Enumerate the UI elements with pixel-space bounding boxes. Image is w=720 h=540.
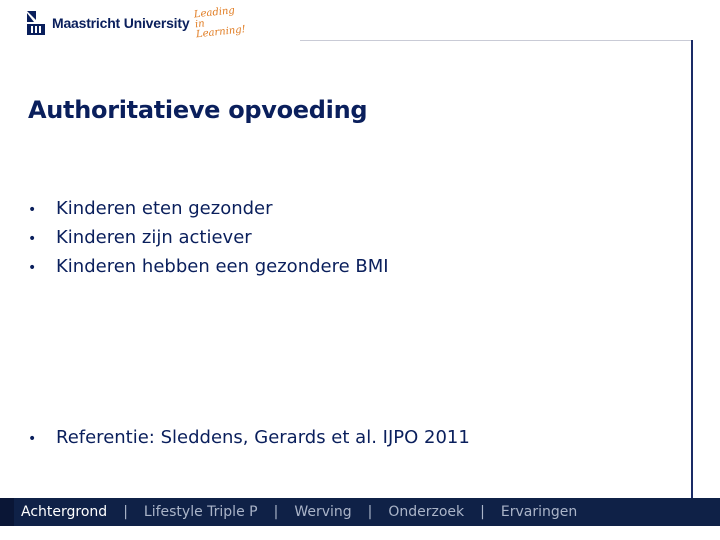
slide-title: Authoritatieve opvoeding [28,96,368,124]
nav-separator: | [480,504,485,520]
bullet-item [28,253,389,282]
footer-nav-bar [0,498,720,526]
footer-edge [0,498,14,526]
bullet-item [28,195,389,224]
bullet-icon: • [28,231,37,247]
bullet-item [28,224,389,253]
tagline-line-2: in Learning! [194,18,247,41]
footer-nav [21,504,577,520]
nav-item-onderzoek[interactable]: Onderzoek [388,504,465,520]
reference-text: Referentie: Sleddens, Gerards et al. IJPO 2011 [56,427,470,448]
bullet-text: Kinderen zijn actiever [56,227,252,248]
bullet-list [28,195,389,282]
nav-item-werving[interactable]: Werving [294,504,352,520]
bullet-text: Kinderen eten gezonder [56,198,273,219]
nav-separator: | [123,504,128,520]
nav-item-ervaringen[interactable]: Ervaringen [500,504,578,520]
brand-name: Maastricht University [52,15,190,31]
frame-right-line [691,40,693,526]
nav-separator: | [273,504,279,520]
reference-item [28,424,470,453]
bullet-icon: • [28,202,37,218]
tagline-line-1: Leading [193,5,236,21]
brand-tagline [193,5,247,41]
university-logo [26,5,247,41]
nav-separator: | [367,504,373,520]
bullet-icon: • [28,431,37,447]
bullet-icon: • [28,260,37,276]
nav-item-achtergrond[interactable]: Achtergrond [21,504,108,520]
bullet-text: Kinderen hebben een gezondere BMI [56,256,389,277]
um-logo-icon [26,10,46,36]
frame-top-line [300,40,692,41]
nav-item-lifestyle-triple-p[interactable]: Lifestyle Triple P [143,504,258,520]
reference-list [28,424,470,453]
